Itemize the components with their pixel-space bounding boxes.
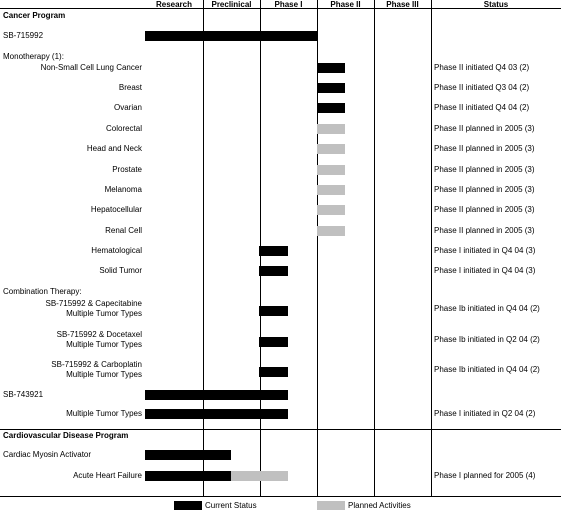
row-status: Phase II planned in 2005 (3) [434,144,535,153]
column-header-phase-ii: Phase II [330,0,361,9]
column-divider-1 [203,0,204,497]
row-sublabel: Multiple Tumor Types [66,370,142,379]
row-status: Phase I initiated in Q4 04 (3) [434,246,536,255]
row-label: Prostate [112,165,142,174]
row-status: Phase II planned in 2005 (3) [434,124,535,133]
current-status-bar [259,306,288,316]
row-status: Phase I initiated in Q4 04 (3) [434,266,536,275]
row-status: Phase II planned in 2005 (3) [434,185,535,194]
planned-activities-bar [317,165,346,175]
section-divider [0,429,561,430]
section-title: Cardiovascular Disease Program [3,431,129,440]
column-header-phase-iii: Phase III [386,0,419,9]
row-sublabel: Multiple Tumor Types [66,309,142,318]
row-label: Ovarian [113,103,142,112]
current-status-bar [317,63,346,73]
row-label: Cardiac Myosin Activator [3,450,92,459]
planned-activities-bar [317,144,346,154]
column-header-preclinical: Preclinical [211,0,252,9]
legend-current-label: Current Status [205,501,257,510]
current-status-bar [259,246,288,256]
current-status-bar [317,103,346,113]
row-label: Monotherapy (1): [3,52,64,61]
row-label: Solid Tumor [99,266,142,275]
row-status: Phase II initiated Q4 03 (2) [434,63,530,72]
current-status-bar [145,409,288,419]
row-status: Phase II planned in 2005 (3) [434,226,535,235]
planned-activities-bar [317,205,346,215]
current-status-bar [259,337,288,347]
current-status-bar [145,390,288,400]
legend-current-swatch [174,501,202,510]
row-label: Combination Therapy: [3,287,82,296]
current-status-bar [259,367,288,377]
row-label: Breast [118,83,142,92]
row-label: SB-715992 & Carboplatin [51,360,142,369]
row-label: Melanoma [104,185,142,194]
row-status: Phase II planned in 2005 (3) [434,165,535,174]
row-status: Phase II planned in 2005 (3) [434,205,535,214]
row-label: Renal Cell [105,226,142,235]
row-label: Multiple Tumor Types [66,409,142,418]
row-label: Hepatocellular [90,205,142,214]
row-label: SB-715992 & Docetaxel [56,330,142,339]
current-status-bar [145,471,231,481]
column-header-phase-i: Phase I [274,0,303,9]
row-status: Phase Ib initiated in Q4 04 (2) [434,365,540,374]
row-label: Head and Neck [86,144,142,153]
planned-activities-bar [317,124,346,134]
current-status-bar [259,266,288,276]
row-status: Phase I planned for 2005 (4) [434,471,536,480]
row-label: SB-715992 & Capecitabine [45,299,142,308]
column-header-status: Status [483,0,509,9]
current-status-bar [317,83,346,93]
bottom-rule [0,496,561,497]
planned-activities-bar [317,226,346,236]
row-status: Phase Ib initiated in Q2 04 (2) [434,335,540,344]
row-label: Colorectal [105,124,142,133]
section-title: Cancer Program [3,11,66,20]
legend-planned-label: Planned Activities [348,501,411,510]
row-label: Acute Heart Failure [73,471,142,480]
row-label: SB-743921 [3,390,44,399]
row-status: Phase II initiated Q3 04 (2) [434,83,530,92]
current-status-bar [145,450,231,460]
row-label: Hematological [91,246,142,255]
legend-planned-swatch [317,501,345,510]
row-label: Non-Small Cell Lung Cancer [40,63,142,72]
column-divider-5 [431,0,432,497]
planned-activities-bar [231,471,288,481]
column-divider-4 [374,0,375,497]
row-sublabel: Multiple Tumor Types [66,340,142,349]
row-status: Phase II initiated Q4 04 (2) [434,103,530,112]
current-status-bar [145,31,317,41]
column-header-research: Research [155,0,193,9]
planned-activities-bar [317,185,346,195]
column-divider-3 [317,0,318,497]
row-label: SB-715992 [3,31,44,40]
row-status: Phase I initiated in Q2 04 (2) [434,409,536,418]
row-status: Phase Ib initiated in Q4 04 (2) [434,304,540,313]
